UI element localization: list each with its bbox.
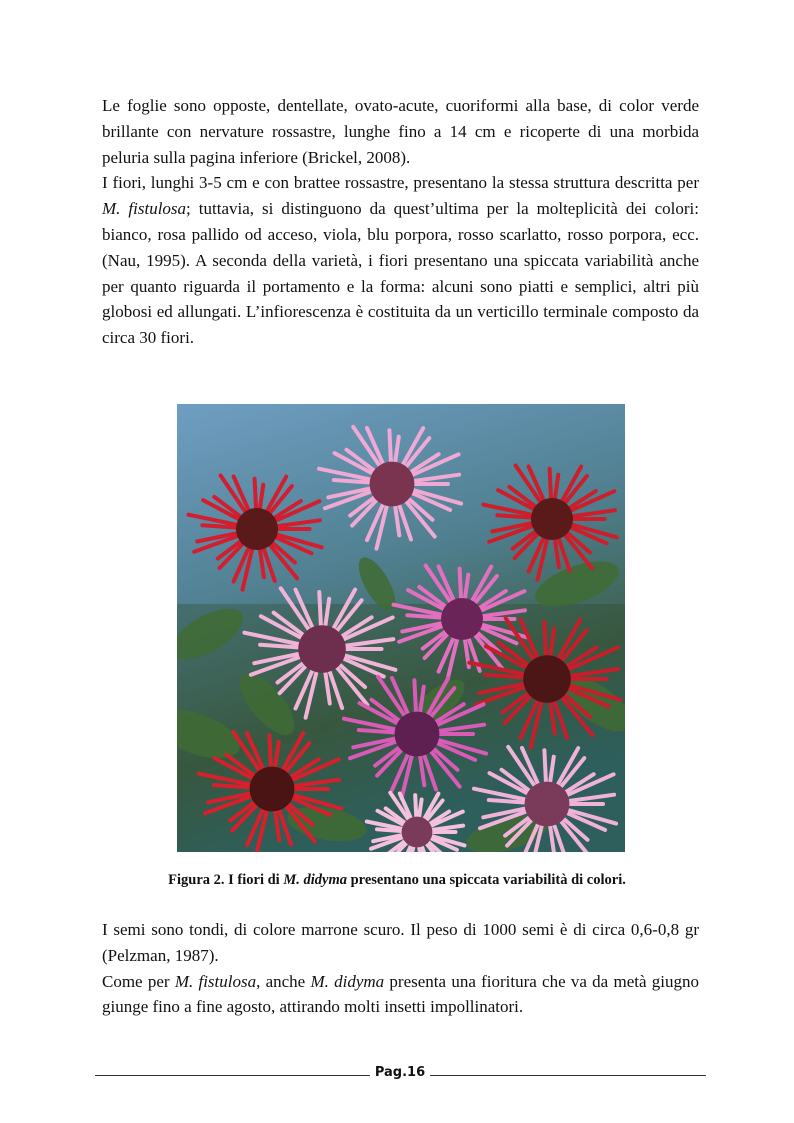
paragraph-leaves bbox=[102, 93, 699, 170]
page-number: Pag.16 bbox=[374, 1065, 426, 1080]
species-name: M. fistulosa bbox=[102, 199, 187, 219]
paragraph-text: Le foglie sono opposte, dentellate, ovato-acute, cuoriformi alla base, di color verde brillante con nervature rossastre, lunghe fino a 14 cm e ricoperte di una morbida peluria sulla pagina inferiore (Brickel, 2008). bbox=[102, 96, 699, 167]
paragraph-flowers bbox=[102, 170, 699, 351]
figure-caption bbox=[60, 872, 734, 889]
paragraph-text: ; tuttavia, si distinguono da quest’ultima per la molteplicità dei colori: bianco, rosa pallido od acceso, viola, blu porpora, rosso scarlatto, rosso porpora, ecc. (Nau, 1995). A seconda della varietà, i fiori presentano una spiccata variabilità anche per quanto riguarda il portamento e la forma: alcuni sono piatti e semplici, altri più globosi ed allungati. L’infiorescenza è costituita da un verticillo terminale composto da circa 30 fiori. bbox=[102, 199, 699, 348]
species-name: M. fistulosa bbox=[174, 971, 257, 991]
paragraph-text: I semi sono tondi, di colore marrone scuro. Il peso di 1000 semi è di circa 0,6-0,8 gr (Pelzman, 1987). bbox=[102, 920, 699, 965]
paragraph-text: I fiori, lunghi 3-5 cm e con brattee rossastre, presentano la stessa struttura descritta per bbox=[102, 173, 699, 193]
paragraph-text: Come per bbox=[102, 971, 175, 991]
paragraph-flowering bbox=[102, 969, 699, 1021]
paragraph-text: presenta una fioritura che va da metà giugno giunge fino a fine agosto, attirando molti insetti impollinatori. bbox=[102, 971, 699, 1017]
paragraph-text: , anche bbox=[256, 971, 311, 991]
caption-text: Figura 2. I fiori di bbox=[168, 872, 284, 888]
caption-text: presentano una spiccata variabilità di colori. bbox=[346, 872, 626, 888]
species-name: M. didyma bbox=[310, 971, 385, 991]
footer-rule-left bbox=[95, 1075, 370, 1076]
footer-rule-right bbox=[430, 1075, 706, 1076]
body-text-top bbox=[102, 93, 699, 351]
caption-species: M. didyma bbox=[283, 872, 347, 888]
body-text-bottom bbox=[102, 917, 699, 1020]
monarda-didyma-flowers-photo bbox=[177, 404, 625, 852]
paragraph-seeds bbox=[102, 917, 699, 969]
